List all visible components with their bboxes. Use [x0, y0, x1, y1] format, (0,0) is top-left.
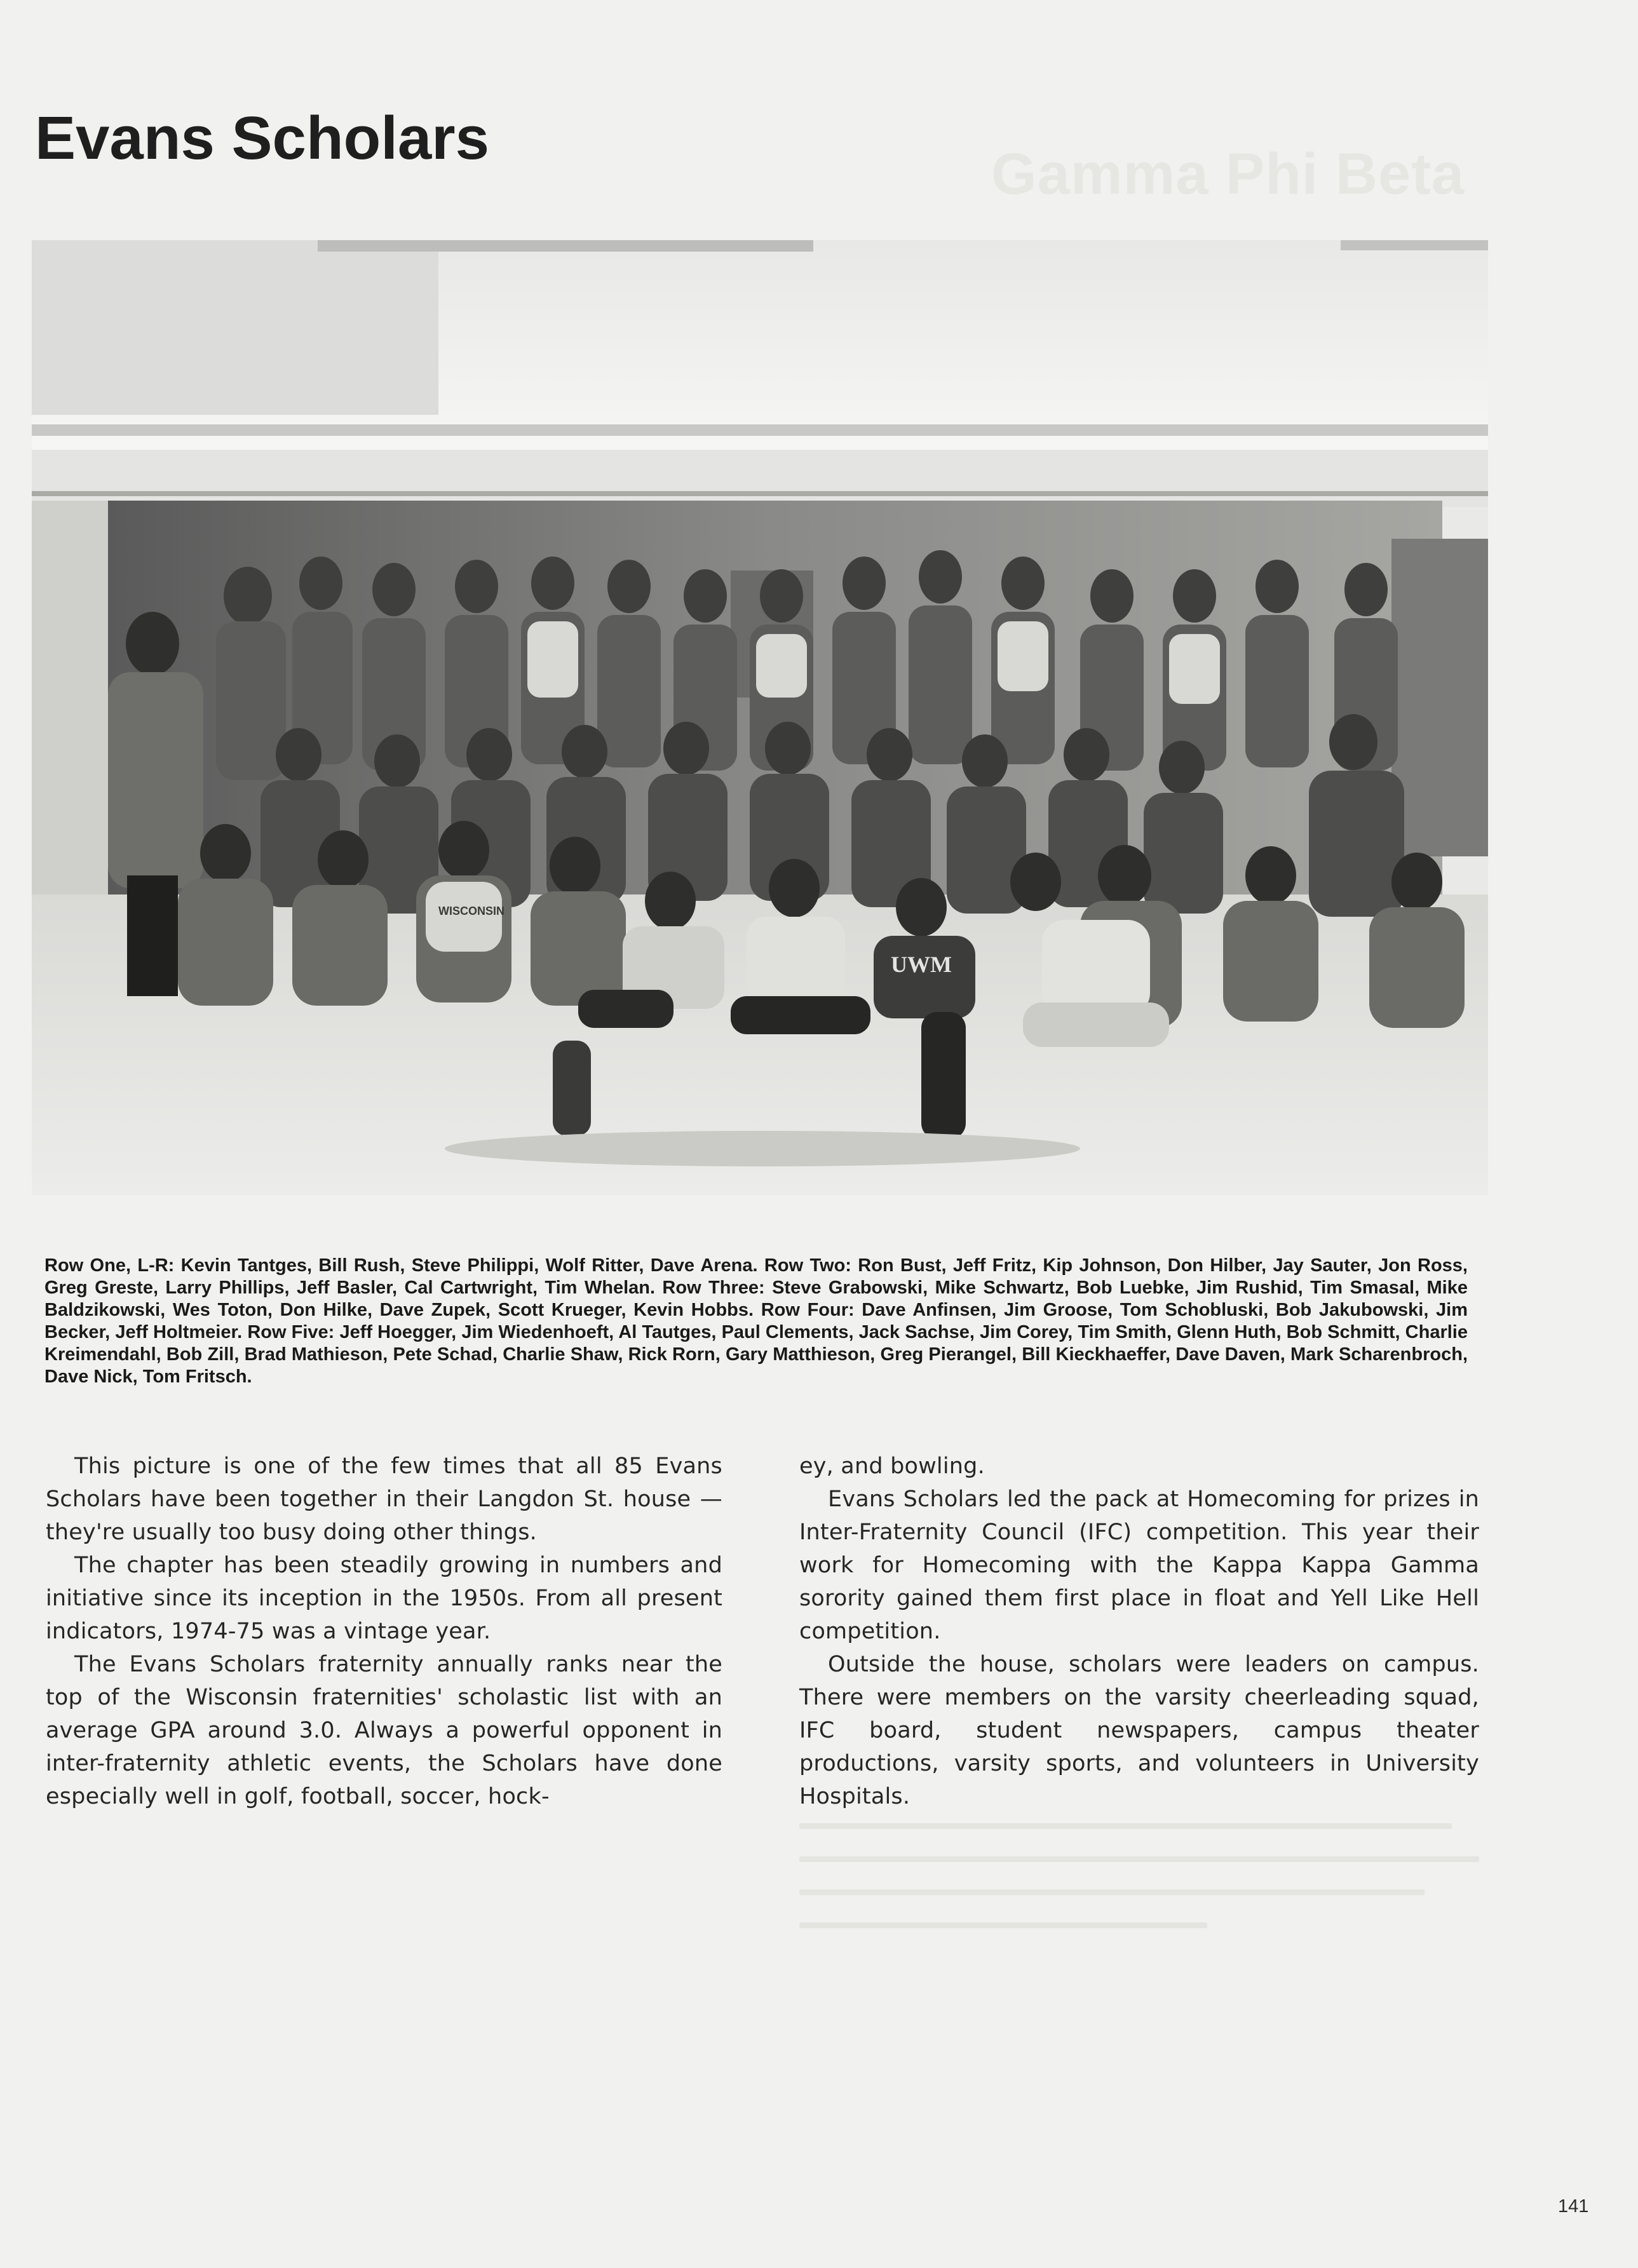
- body-column-left: [46, 1450, 722, 1813]
- standing-person-legs: [127, 875, 178, 996]
- floor-shadow: [445, 1131, 1080, 1166]
- soffit: [32, 450, 1488, 507]
- body-paragraph: This picture is one of the few times that all 85 Evans Scholars have been together in their Langdon St. house — they're usually too busy doing other things.: [46, 1454, 722, 1545]
- reclining-person-boots: [553, 1041, 591, 1136]
- body-paragraph: The Evans Scholars fraternity annually ranks near the top of the Wisconsin fraternities' scholastic list with an average GPA around 3.0. Always a powerful opponent in inter-fraternity athletic events, the Scholars have done especially well in golf, football, soccer, hock-: [46, 1652, 722, 1809]
- ceiling-light-fixture: [318, 240, 813, 252]
- group-photo: [32, 240, 1488, 1195]
- ceiling-light-fixture-right: [1341, 240, 1488, 250]
- bleed-through-text: [799, 1823, 1479, 1957]
- ceiling-beam: [32, 424, 1488, 436]
- page-title: Evans Scholars: [35, 104, 490, 172]
- soffit-edge: [32, 491, 1488, 496]
- center-person-shirt: [747, 917, 845, 1006]
- left-wall: [32, 501, 108, 945]
- center-person-jeans: [731, 996, 870, 1034]
- white-shirt-person-legs: [1023, 1002, 1169, 1047]
- bleed-through-title: Gamma Phi Beta: [991, 142, 1465, 206]
- body-paragraph-continued: ey, and bowling.: [799, 1454, 985, 1479]
- uwm-shirt-text: UWM: [891, 952, 952, 977]
- body-paragraph: Outside the house, scholars were leaders on campus. There were members on the varsity cheerleading squad, IFC board, student newspapers, campus theater productions, varsity sports, and volunteers in University Hospitals.: [799, 1652, 1479, 1809]
- white-shirt-person: [1042, 920, 1150, 1015]
- uwm-sweatshirt: [874, 936, 975, 1018]
- photo-caption: Row One, L-R: Kevin Tantges, Bill Rush, Steve Philippi, Wolf Ritter, Dave Arena. Row Two: Ron Bust, Jeff Fritz, Kip Johnson, Don Hilber, Jay Sauter, Jon Ross, Greg Greste, Larry Phillips, Jeff Basler, Cal Cartwright, Tim Whelan. Row Three: Steve Grabowski, Mike Schwartz, Bob Luebke, Jim Rushid, Tim Smasal, Mike Baldzikowski, Wes Toton, Don Hilke, Dave Zupek, Scott Krueger, Kevin Hobbs. Row Four: Dave Anfinsen, Jim Groose, Tom Schobluski, Bob Jakubowski, Jim Becker, Jeff Holtmeier. Row Five: Jeff Hoegger, Jim Wiedenhoeft, Al Tautges, Paul Clements, Jack Sachse, Jim Corey, Tim Smith, Glenn Huth, Bob Schmitt, Charlie Kreimendahl, Bob Zill, Brad Mathieson, Pete Schad, Charlie Shaw, Rick Rorn, Gary Matthieson, Greg Pierangel, Bill Kieckhaeffer, Dave Daven, Mark Scharenbroch, Dave Nick, Tom Fritsch.: [44, 1255, 1468, 1387]
- wisconsin-shirt-text: WISCONSIN: [438, 905, 505, 917]
- body-column-right: [799, 1450, 1479, 1813]
- reclining-person-legs: [578, 990, 673, 1028]
- standing-person-coat: [108, 672, 203, 888]
- body-paragraph: Evans Scholars led the pack at Homecoming for prizes in Inter-Fraternity Council (IFC) competition. This year their work for Homecoming with the Kappa Kappa Gamma sorority gained them first place in float and Yell Like Hell competition.: [799, 1487, 1479, 1644]
- standing-person-head: [126, 612, 179, 675]
- curtain: [1391, 539, 1488, 856]
- uwm-person-legs: [921, 1012, 966, 1139]
- ceiling-panel: [32, 240, 438, 415]
- page-number: 141: [1558, 2196, 1589, 2217]
- body-paragraph: The chapter has been steadily growing in numbers and initiative since its inception in the 1950s. From all present indicators, 1974-75 was a vintage year.: [46, 1553, 722, 1644]
